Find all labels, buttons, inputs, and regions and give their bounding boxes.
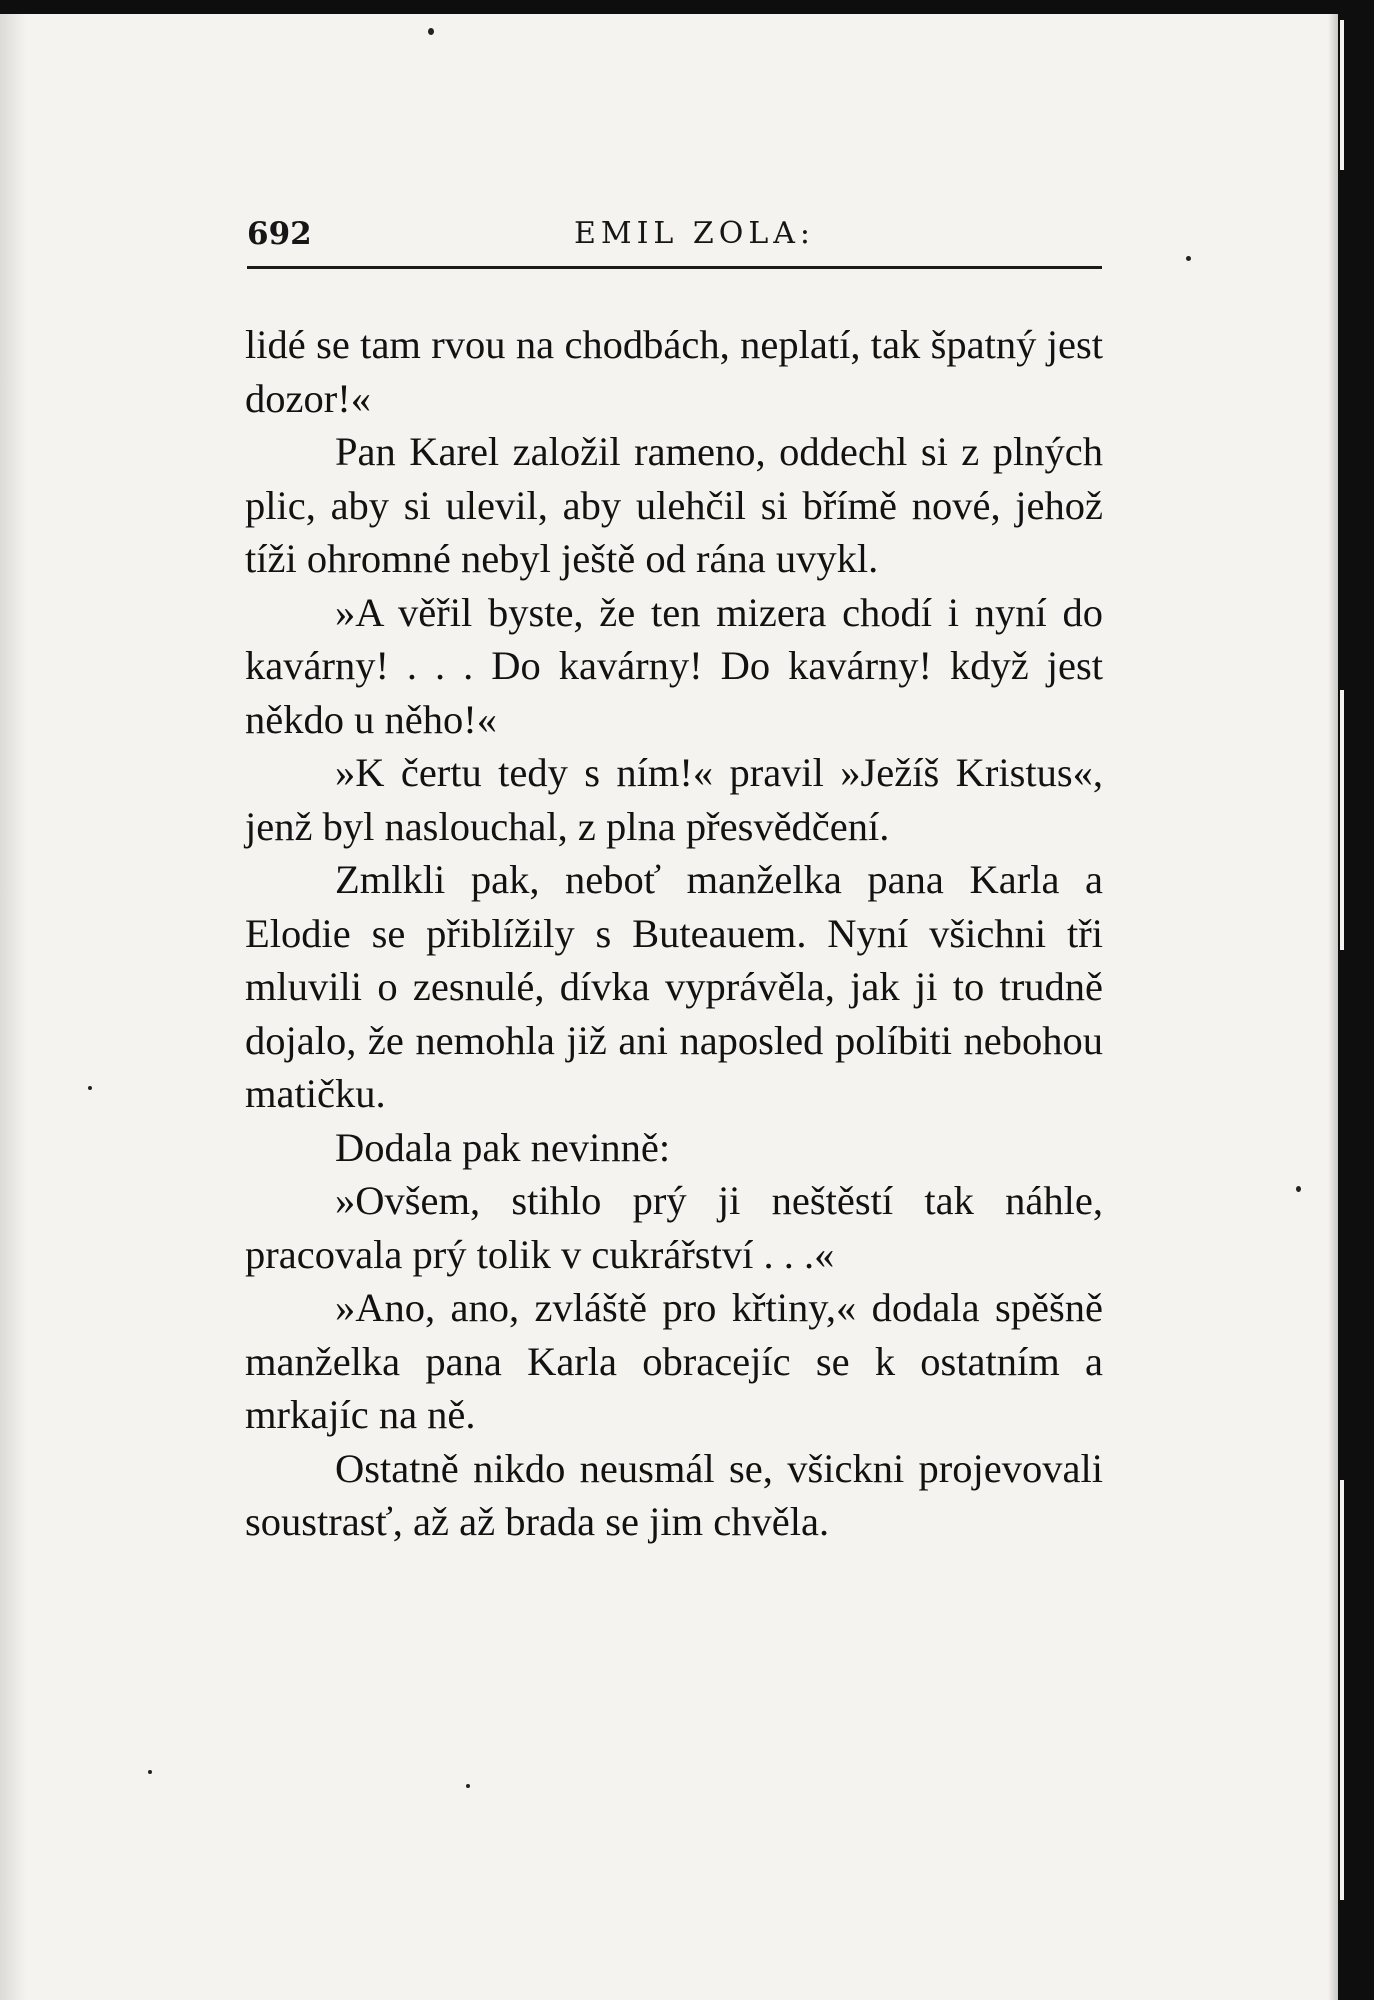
scan-speck xyxy=(466,1784,470,1788)
paragraph: Zmlkli pak, neboť manželka pana Karla a Elodie se přiblížily s Buteauem. Nyní všichni tři mluvili o zesnulé, dívka vyprávěla, jak ji to trudně dojalo, že nemohla již ani naposled políbiti nebohou matičku. xyxy=(245,857,1103,1116)
paragraph: »A věřil byste, že ten mizera chodí i nyní do kavárny! . . . Do kavárny! Do kavárny! když jest někdo u něho!« xyxy=(245,589,1103,742)
binding-highlight xyxy=(1340,20,1344,170)
scan-speck xyxy=(1186,256,1191,261)
binding-highlight xyxy=(1340,1480,1344,1900)
body-text xyxy=(245,318,1103,1549)
scan-speck xyxy=(88,1086,92,1090)
page-header xyxy=(247,206,1102,262)
scan-shadow-left xyxy=(0,14,26,2000)
paragraph: »K čertu tedy s ním!« pravil »Ježíš Kristus«, jenž byl naslouchal, z plna přesvědčení. xyxy=(245,750,1103,849)
scan-speck xyxy=(148,1770,152,1774)
paragraph: Ostatně nikdo neusmál se, všickni projevovali soustrasť, až až brada se jim chvěla. xyxy=(245,1445,1103,1544)
paragraph: »Ano, ano, zvláště pro křtiny,« dodala spěšně manželka pana Karla obracejíc se k ostatním a mrkajíc na ně. xyxy=(245,1285,1103,1437)
scan-shadow-right xyxy=(1328,14,1338,2000)
running-head: EMIL ZOLA: xyxy=(573,216,816,251)
paragraph: Pan Karel založil rameno, oddechl si z plných plic, aby si ulevil, aby ulehčil si břímě nové, jehož tíži ohromné nebyl ještě od rána uvykl. xyxy=(245,429,1103,581)
header-rule xyxy=(247,266,1102,269)
page-number: 692 xyxy=(247,216,312,252)
scan-speck xyxy=(428,28,434,35)
paragraph: »Ovšem, stihlo prý ji neštěstí tak náhle, pracovala prý tolik v cukrářství . . .« xyxy=(245,1178,1103,1277)
binding-highlight xyxy=(1340,690,1344,950)
scan-speck xyxy=(1296,1186,1301,1192)
paragraph: lidé se tam rvou na chodbách, neplatí, tak špatný jest dozor!« xyxy=(245,322,1103,421)
paragraph: Dodala pak nevinně: xyxy=(335,1124,671,1170)
